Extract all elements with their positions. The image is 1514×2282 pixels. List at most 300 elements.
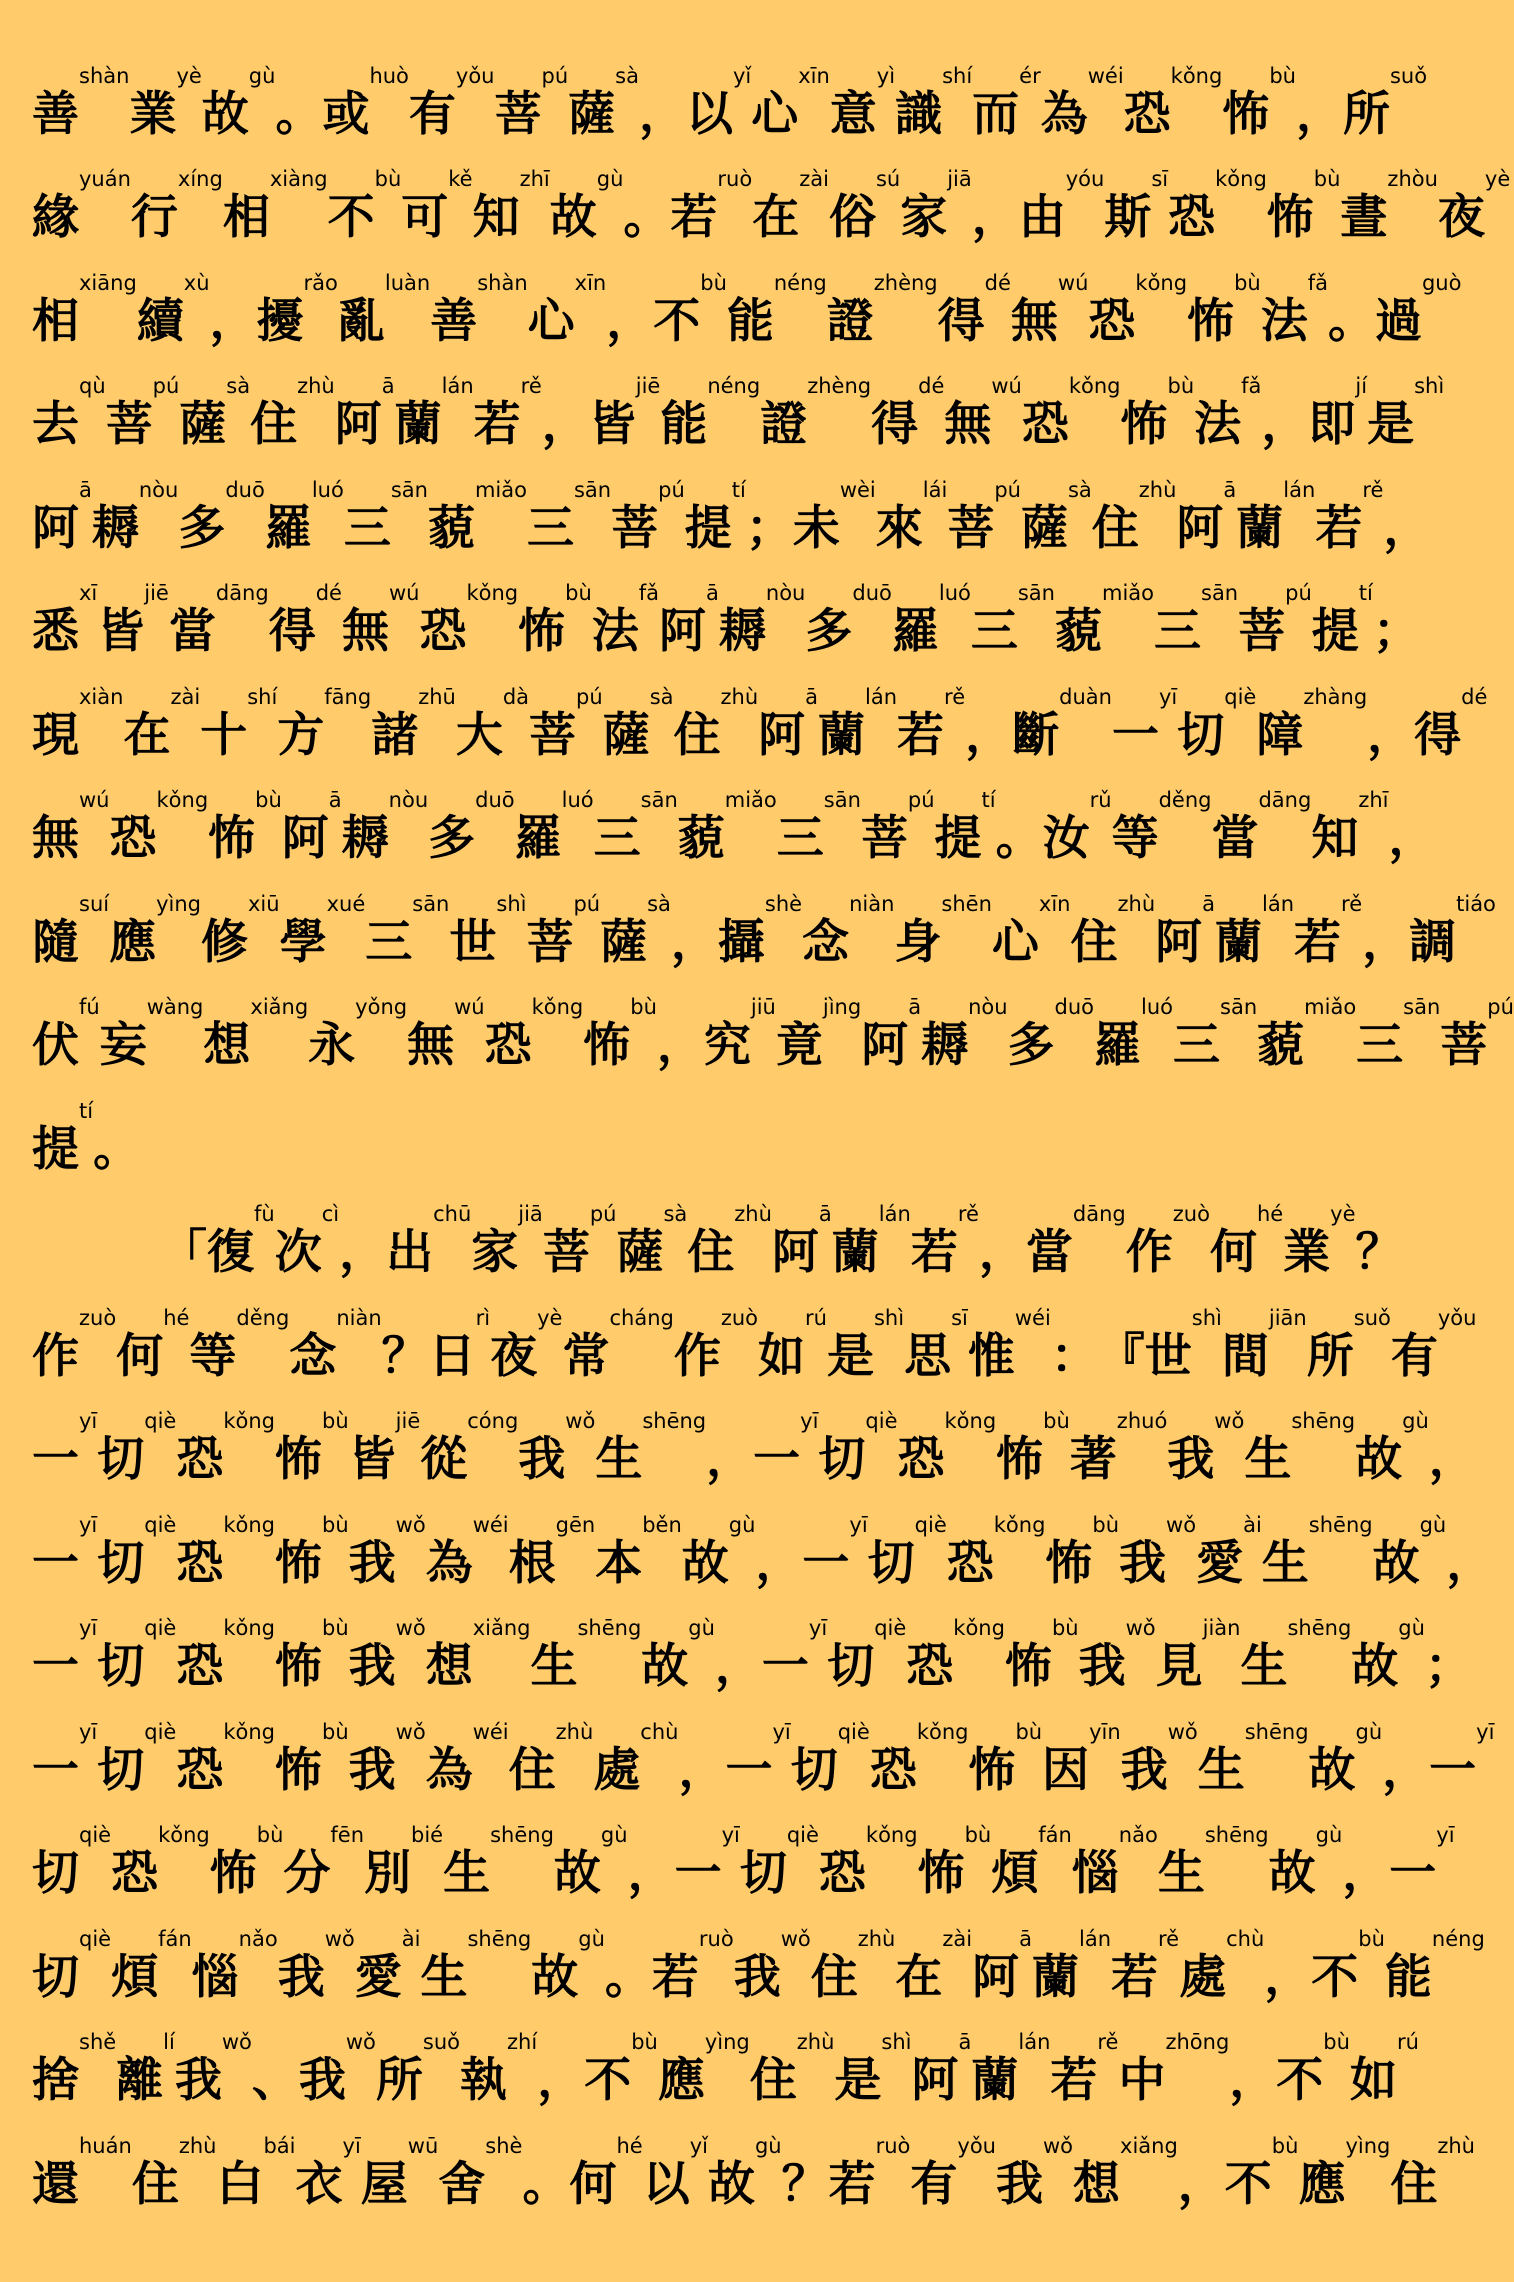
hanzi-with-pinyin xyxy=(753,1409,819,1487)
pinyin: yè xyxy=(1484,167,1511,191)
hanzi-with-pinyin xyxy=(595,1409,707,1487)
hanzi-with-pinyin xyxy=(1120,374,1195,452)
pinyin: wǒ xyxy=(221,2030,252,2054)
hanzi-with-pinyin xyxy=(308,995,408,1073)
pinyin: dé xyxy=(1461,684,1488,709)
hanzi: 修 xyxy=(201,914,248,970)
pinyin: dé xyxy=(918,374,945,398)
hanzi-with-pinyin xyxy=(739,1823,819,1901)
hanzi: 恐 xyxy=(946,1535,994,1591)
hanzi: 復 xyxy=(207,1225,254,1280)
hanzi-with-pinyin xyxy=(32,1409,98,1487)
hanzi-with-pinyin xyxy=(337,270,431,349)
pinyin: ā xyxy=(805,684,819,709)
punctuation: ？ xyxy=(1355,1225,1403,1280)
pinyin: gù xyxy=(688,1616,715,1640)
pinyin: sān xyxy=(573,477,612,502)
pinyin: zhù xyxy=(1117,891,1156,916)
hanzi-with-pinyin xyxy=(1211,788,1312,866)
pinyin: qiè xyxy=(144,1719,177,1744)
punctuation: ， xyxy=(706,1432,754,1487)
hanzi: 緣 xyxy=(32,190,79,245)
hanzi-with-pinyin xyxy=(425,1616,531,1694)
pinyin: hé xyxy=(616,2133,643,2158)
hanzi: 想 xyxy=(425,1639,473,1694)
pinyin: rú xyxy=(805,1305,827,1330)
pinyin: gù xyxy=(578,1926,605,1951)
hanzi: 切 xyxy=(32,1949,79,2005)
hanzi-with-pinyin xyxy=(281,788,342,866)
punctuation: ， xyxy=(541,397,589,452)
hanzi-with-pinyin xyxy=(443,1823,554,1901)
hanzi: 分 xyxy=(283,1846,331,1901)
hanzi-with-pinyin xyxy=(32,1512,98,1591)
pinyin: zuò xyxy=(720,1305,759,1330)
pinyin: luó xyxy=(311,477,344,502)
pinyin: nǎo xyxy=(238,1926,278,1951)
pinyin: pú xyxy=(541,63,569,88)
pinyin: cóng xyxy=(467,1409,519,1433)
hanzi-with-pinyin xyxy=(1197,1719,1309,1798)
text-line xyxy=(32,659,1488,763)
hanzi-with-pinyin xyxy=(687,1202,772,1280)
hanzi-with-pinyin xyxy=(168,581,269,659)
hanzi: 生 xyxy=(443,1846,491,1901)
hanzi-with-pinyin xyxy=(1071,1823,1158,1901)
hanzi-with-pinyin xyxy=(826,1305,905,1384)
hanzi: 攝 xyxy=(717,914,765,970)
hanzi: 等 xyxy=(189,1328,237,1384)
pinyin: tí xyxy=(731,477,746,502)
hanzi: 阿 xyxy=(32,500,79,556)
hanzi-with-pinyin xyxy=(1088,270,1188,349)
pinyin: pú xyxy=(1487,995,1514,1019)
text-line xyxy=(32,556,1420,660)
hanzi-with-pinyin xyxy=(717,891,803,970)
hanzi-with-pinyin xyxy=(348,1616,426,1694)
pinyin: shì xyxy=(881,2030,912,2054)
pinyin: kǒng xyxy=(158,1823,210,1847)
hanzi: 提 xyxy=(32,1121,79,1177)
pinyin: yǒu xyxy=(1437,1305,1477,1330)
punctuation: ， xyxy=(209,293,257,349)
hanzi: 如 xyxy=(758,1328,806,1384)
hanzi: 一 xyxy=(1111,707,1159,763)
hanzi: 故 xyxy=(531,1949,579,2005)
punctuation: ， xyxy=(606,293,654,349)
hanzi-with-pinyin xyxy=(526,891,601,970)
hanzi-with-pinyin xyxy=(1236,477,1316,556)
hanzi-with-pinyin xyxy=(530,1616,642,1694)
text-line xyxy=(32,142,1511,246)
hanzi: 一 xyxy=(32,1639,79,1694)
pinyin: ā xyxy=(1202,891,1216,916)
hanzi-with-pinyin xyxy=(32,374,106,452)
pinyin: kǒng xyxy=(944,1409,997,1433)
pinyin: kǒng xyxy=(1135,270,1188,295)
hanzi: 由 xyxy=(1018,190,1066,245)
pinyin: ā xyxy=(908,995,922,1019)
hanzi: 恐 xyxy=(176,1432,224,1487)
pinyin: rǔ xyxy=(1089,788,1112,812)
hanzi-with-pinyin xyxy=(207,1202,275,1280)
hanzi-with-pinyin xyxy=(526,477,612,556)
pinyin: gù xyxy=(596,167,624,191)
hanzi: 擾 xyxy=(256,293,304,349)
pinyin: zhù xyxy=(857,1926,896,1951)
pinyin: fēn xyxy=(330,1823,365,1847)
hanzi-with-pinyin xyxy=(425,1719,509,1798)
pinyin: suí xyxy=(79,891,110,916)
hanzi: 得 xyxy=(268,604,316,659)
hanzi: 恐 xyxy=(1168,190,1216,245)
pinyin: ruò xyxy=(698,1926,734,1951)
hanzi-with-pinyin xyxy=(364,1823,444,1901)
pinyin: kǒng xyxy=(156,788,209,812)
hanzi-with-pinyin xyxy=(828,2133,911,2212)
hanzi: 衣 xyxy=(295,2156,343,2212)
hanzi-with-pinyin xyxy=(1355,1409,1429,1487)
hanzi-with-pinyin xyxy=(733,1926,811,2005)
hanzi-with-pinyin xyxy=(1111,1926,1180,2005)
hanzi: 如 xyxy=(1349,2053,1397,2108)
hanzi-with-pinyin xyxy=(268,581,342,659)
punctuation: ； xyxy=(745,500,793,556)
punctuation: ： xyxy=(1050,1328,1098,1384)
pinyin: shēng xyxy=(1244,1719,1309,1744)
pinyin: cháng xyxy=(609,1305,674,1330)
hanzi: 薩 xyxy=(179,397,227,452)
hanzi-with-pinyin xyxy=(1315,477,1384,556)
hanzi: 菩 xyxy=(611,500,659,556)
hanzi: 生 xyxy=(420,1949,468,2005)
hanzi: 以 xyxy=(642,2156,690,2212)
text-line xyxy=(32,2005,1419,2109)
hanzi: 阿 xyxy=(771,1225,819,1280)
hanzi-with-pinyin xyxy=(593,1719,679,1798)
punctuation: ， xyxy=(1383,500,1431,556)
hanzi-with-pinyin xyxy=(1294,891,1363,970)
pinyin: bái xyxy=(263,2133,296,2158)
pinyin: dāng xyxy=(1258,788,1312,812)
hanzi: 而 xyxy=(972,86,1020,142)
hanzi-with-pinyin xyxy=(1187,270,1261,349)
hanzi-with-pinyin xyxy=(1031,1926,1111,2005)
punctuation: ， xyxy=(638,86,686,142)
pinyin: gù xyxy=(754,2133,782,2158)
hanzi: 住 xyxy=(810,1949,858,2005)
pinyin: fǎ xyxy=(1241,374,1262,398)
hanzi-with-pinyin xyxy=(1215,891,1295,970)
pinyin: bù xyxy=(322,1616,349,1640)
hanzi: 三 xyxy=(526,500,574,556)
pinyin: wǒ xyxy=(1166,1512,1197,1537)
hanzi: 三 xyxy=(1154,604,1201,659)
hanzi: 處 xyxy=(593,1742,641,1798)
hanzi: 何 xyxy=(116,1328,164,1384)
hanzi: 怖 xyxy=(1187,293,1235,349)
pinyin: zhuó xyxy=(1116,1409,1168,1433)
hanzi-with-pinyin xyxy=(760,374,872,452)
hanzi: 心 xyxy=(751,86,799,142)
hanzi-with-pinyin xyxy=(32,1926,112,2005)
hanzi-with-pinyin xyxy=(946,1512,1046,1591)
hanzi-with-pinyin xyxy=(178,477,265,556)
hanzi: 菩 xyxy=(947,500,995,556)
pinyin: wú xyxy=(79,788,110,812)
hanzi-with-pinyin xyxy=(32,581,98,659)
hanzi-with-pinyin xyxy=(425,1512,509,1591)
hanzi-with-pinyin xyxy=(771,1202,832,1280)
pinyin: wǒ xyxy=(1042,2133,1074,2158)
hanzi: 生 xyxy=(1261,1535,1309,1591)
hanzi: 切 xyxy=(97,1742,145,1798)
pinyin: shì xyxy=(496,891,527,916)
hanzi: 不 xyxy=(1311,1949,1359,2005)
hanzi-with-pinyin xyxy=(386,1202,472,1280)
hanzi: 心 xyxy=(991,914,1039,970)
hanzi: 意 xyxy=(829,86,877,142)
hanzi: 多 xyxy=(428,811,476,866)
pinyin: néng xyxy=(1431,1926,1485,1951)
hanzi: 切 xyxy=(1177,707,1225,763)
hanzi: 蘭 xyxy=(971,2053,1019,2108)
hanzi-with-pinyin xyxy=(792,477,876,556)
hanzi: 識 xyxy=(895,86,943,142)
pinyin: nǎo xyxy=(1118,1823,1158,1847)
hanzi-with-pinyin xyxy=(707,2133,782,2212)
hanzi-with-pinyin xyxy=(176,1512,276,1591)
hanzi: 藐 xyxy=(427,500,475,556)
pinyin: qiè xyxy=(874,1616,907,1640)
pinyin: wéi xyxy=(472,1719,509,1744)
hanzi: 菩 xyxy=(105,397,153,452)
hanzi: 隨 xyxy=(32,914,79,970)
pinyin: wǒ xyxy=(1214,1409,1245,1433)
hanzi-with-pinyin xyxy=(593,788,678,866)
hanzi-with-pinyin xyxy=(508,1719,594,1798)
hanzi: 常 xyxy=(562,1328,610,1384)
hanzi-with-pinyin xyxy=(116,2030,175,2108)
hanzi-with-pinyin xyxy=(1111,788,1212,866)
hanzi-with-pinyin xyxy=(828,167,901,245)
hanzi: 我 xyxy=(348,1742,396,1798)
hanzi-with-pinyin xyxy=(1007,995,1095,1073)
hanzi: 永 xyxy=(308,1018,356,1073)
pinyin: ā xyxy=(79,477,92,502)
hanzi: 有 xyxy=(910,2156,958,2212)
hanzi-with-pinyin xyxy=(967,1305,1051,1384)
hanzi-with-pinyin xyxy=(256,270,338,349)
hanzi: 住 xyxy=(1390,2156,1438,2212)
hanzi: 身 xyxy=(894,914,942,970)
pinyin: qiè xyxy=(79,1823,112,1847)
hanzi-with-pinyin xyxy=(591,581,660,659)
text-line xyxy=(32,38,1428,142)
punctuation: ， xyxy=(1382,1742,1430,1798)
hanzi-with-pinyin xyxy=(897,1409,997,1487)
hanzi-with-pinyin xyxy=(408,63,495,142)
hanzi-with-pinyin xyxy=(1283,1202,1356,1280)
pinyin: ruò xyxy=(717,167,753,191)
hanzi: 無 xyxy=(944,397,992,452)
hanzi-with-pinyin xyxy=(758,1305,827,1384)
punctuation: ， xyxy=(1446,1535,1494,1591)
hanzi-with-pinyin xyxy=(1390,1305,1477,1384)
pinyin: lán xyxy=(441,374,474,398)
hanzi: 何 xyxy=(1209,1225,1257,1280)
hanzi-with-pinyin xyxy=(944,374,1022,452)
hanzi-with-pinyin xyxy=(460,2030,538,2108)
pinyin: bù xyxy=(1271,2133,1299,2158)
pinyin: xiǎng xyxy=(472,1616,531,1640)
hanzi-with-pinyin xyxy=(749,2030,835,2108)
pinyin: shí xyxy=(942,63,973,88)
hanzi-with-pinyin xyxy=(653,270,727,349)
hanzi-with-pinyin xyxy=(1157,1823,1269,1901)
hanzi: 斯 xyxy=(1104,190,1152,245)
hanzi-with-pinyin xyxy=(1429,1719,1495,1798)
hanzi: 恐 xyxy=(176,1639,224,1694)
pinyin: rě xyxy=(1341,891,1363,916)
punctuation: ， xyxy=(965,707,1013,763)
hanzi: 薩 xyxy=(1020,500,1068,556)
hanzi-with-pinyin xyxy=(99,995,204,1073)
hanzi: 怖 xyxy=(275,1535,323,1591)
text-line xyxy=(32,349,1445,453)
pinyin: chū xyxy=(433,1202,472,1226)
pinyin: yī xyxy=(79,1616,98,1640)
hanzi: 我 xyxy=(995,2156,1043,2212)
pinyin: xíng xyxy=(177,167,223,191)
hanzi-with-pinyin xyxy=(600,891,671,970)
pinyin: jí xyxy=(1355,374,1368,398)
hanzi: 皆 xyxy=(97,604,145,659)
pinyin: sān xyxy=(1201,581,1239,605)
punctuation: ； xyxy=(1372,604,1420,659)
hanzi: 還 xyxy=(32,2156,79,2212)
hanzi-with-pinyin xyxy=(32,788,110,866)
hanzi: 著 xyxy=(1069,1432,1117,1487)
punctuation: 『 xyxy=(1097,1328,1145,1384)
pinyin: sān xyxy=(640,788,678,812)
pinyin: chù xyxy=(1226,1926,1265,1951)
pinyin: jiē xyxy=(395,1409,421,1433)
pinyin: dé xyxy=(315,581,342,605)
pinyin: wéi xyxy=(1014,1305,1051,1330)
hanzi-with-pinyin xyxy=(1261,1512,1373,1591)
pinyin: sú xyxy=(875,167,901,191)
hanzi-with-pinyin xyxy=(32,2133,132,2212)
hanzi: 晝 xyxy=(1340,190,1388,245)
pinyin: wú xyxy=(991,374,1022,398)
pinyin: luàn xyxy=(384,270,431,295)
pinyin: pú xyxy=(1285,581,1312,605)
pinyin: huò xyxy=(369,63,409,88)
pinyin: gēn xyxy=(555,1512,596,1537)
hanzi: 我 xyxy=(1120,1742,1168,1798)
hanzi: 白 xyxy=(216,2156,264,2212)
hanzi: 我 xyxy=(1119,1535,1167,1591)
hanzi: 當 xyxy=(1211,811,1259,866)
hanzi: 夜 xyxy=(490,1328,538,1384)
hanzi: 住 xyxy=(1091,500,1139,556)
pinyin: duō xyxy=(852,581,892,605)
hanzi: 菩 xyxy=(529,707,577,763)
punctuation: ， xyxy=(1428,1432,1476,1487)
hanzi-with-pinyin xyxy=(1298,2133,1391,2212)
pinyin: lán xyxy=(865,684,898,709)
hanzi: 薩 xyxy=(616,1225,664,1280)
hanzi-with-pinyin xyxy=(934,788,996,866)
hanzi-with-pinyin xyxy=(1179,1926,1265,2005)
pinyin: duō xyxy=(225,477,265,502)
pinyin: yǐ xyxy=(689,2133,708,2158)
hanzi-with-pinyin xyxy=(32,1098,94,1177)
hanzi-with-pinyin xyxy=(1155,1616,1241,1694)
hanzi-with-pinyin xyxy=(583,995,657,1073)
text-line xyxy=(32,1694,1495,1798)
hanzi-with-pinyin xyxy=(875,477,948,556)
hanzi: 故 xyxy=(641,1639,689,1694)
hanzi-with-pinyin xyxy=(1123,63,1223,142)
hanzi-with-pinyin xyxy=(968,1719,1043,1798)
hanzi: 法 xyxy=(591,604,639,659)
hanzi: 竟 xyxy=(775,1018,823,1073)
hanzi: 菩 xyxy=(1238,604,1286,659)
hanzi-with-pinyin xyxy=(289,1305,382,1384)
pinyin: niàn xyxy=(849,891,895,916)
hanzi-with-pinyin xyxy=(1168,167,1267,245)
hanzi-with-pinyin xyxy=(420,1926,532,2005)
hanzi: 故 xyxy=(707,2156,755,2212)
hanzi: 生 xyxy=(530,1639,578,1694)
hanzi-with-pinyin xyxy=(1311,1926,1385,2005)
hanzi-with-pinyin xyxy=(1209,1202,1284,1280)
hanzi-with-pinyin xyxy=(1155,891,1216,970)
pinyin: bù xyxy=(255,788,282,812)
hanzi: 我 xyxy=(1167,1432,1215,1487)
hanzi-with-pinyin xyxy=(208,788,282,866)
pinyin: pú xyxy=(573,891,601,916)
pinyin: wǒ xyxy=(565,1409,596,1433)
pinyin: zhù xyxy=(555,1719,594,1744)
hanzi-with-pinyin xyxy=(222,167,328,245)
pinyin: tí xyxy=(79,1098,94,1123)
hanzi: 有 xyxy=(408,86,456,142)
hanzi-with-pinyin xyxy=(1104,167,1169,245)
hanzi: 若 xyxy=(1111,1949,1158,2005)
hanzi-with-pinyin xyxy=(201,891,280,970)
hanzi-with-pinyin xyxy=(354,1926,421,2005)
pinyin: qiè xyxy=(837,1719,870,1744)
pinyin: zhí xyxy=(507,2030,538,2054)
hanzi: 作 xyxy=(32,1328,79,1384)
pinyin: gù xyxy=(1315,1823,1343,1847)
text-line xyxy=(32,1591,1472,1695)
hanzi: 為 xyxy=(425,1742,473,1798)
hanzi: 恐 xyxy=(1088,293,1136,349)
punctuation: 。 xyxy=(623,190,671,245)
hanzi-with-pinyin xyxy=(616,1202,688,1280)
hanzi-with-pinyin xyxy=(209,1823,284,1901)
hanzi-with-pinyin xyxy=(111,1823,210,1901)
hanzi-with-pinyin xyxy=(1351,1616,1425,1694)
hanzi: 證 xyxy=(826,293,874,349)
hanzi: 恐 xyxy=(906,1639,954,1694)
hanzi-with-pinyin xyxy=(1306,1305,1391,1384)
pinyin: ā xyxy=(1019,1926,1032,1951)
